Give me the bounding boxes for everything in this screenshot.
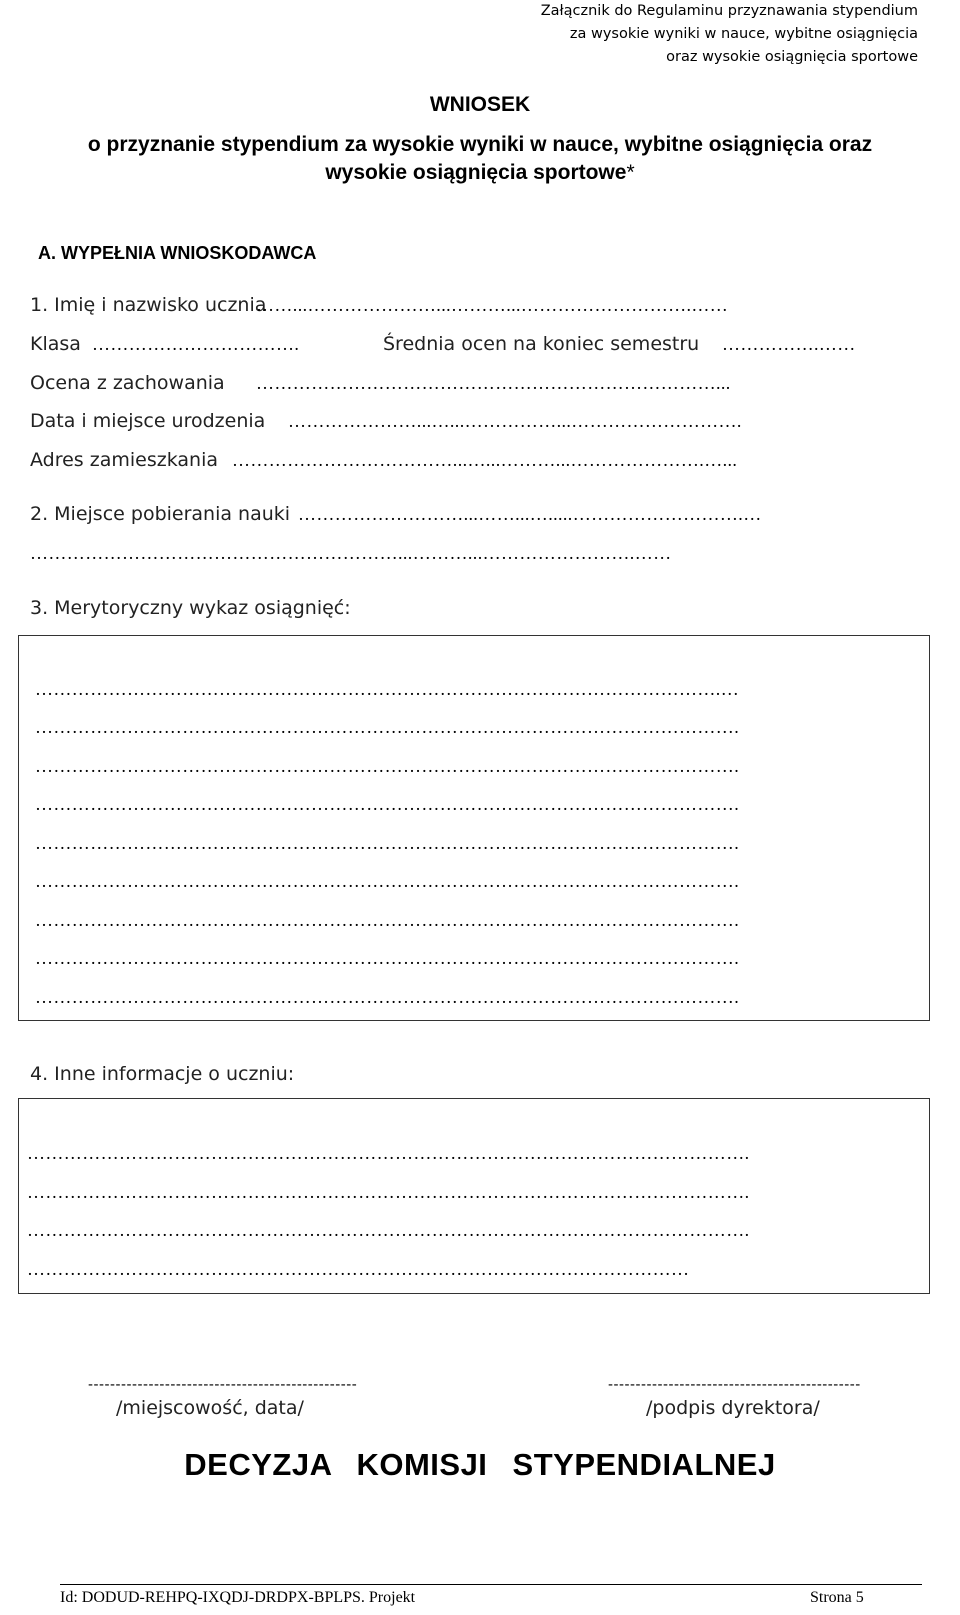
- class-blank[interactable]: …………………………….: [92, 334, 300, 354]
- achievements-label: 3. Merytoryczny wykaz osiągnięć:: [30, 597, 351, 619]
- other-info-line[interactable]: ……………………………………………………………………………………………………….: [27, 1182, 750, 1202]
- achievements-box[interactable]: [18, 635, 930, 1021]
- achievements-line[interactable]: …………………………………………………………………………………………………….: [35, 910, 740, 930]
- footer-divider: [60, 1584, 922, 1585]
- average-blank[interactable]: …………….……: [722, 334, 856, 354]
- attachment-note-line: za wysokie wyniki w nauce, wybitne osiągnięcia: [569, 26, 918, 42]
- other-info-line[interactable]: ………………………………………………………………………………………………: [27, 1259, 690, 1279]
- footnote-asterisk: *: [626, 161, 635, 184]
- document-subtitle-line2: [0, 161, 960, 185]
- achievements-line[interactable]: …………………………………………………………………………………………………….: [35, 871, 740, 891]
- achievements-line[interactable]: …………………………………………………………………………………………………….: [35, 987, 740, 1007]
- attachment-note: [541, 0, 918, 69]
- attachment-note-line: oraz wysokie osiągnięcia sportowe: [666, 49, 918, 65]
- attachment-note-line: Załącznik do Regulaminu przyznawania stypendium: [540, 3, 918, 19]
- director-signature-line[interactable]: ----------------------------------------------: [608, 1376, 861, 1393]
- school-blank-2[interactable]: ……………………………………………………...………...…………………….……: [30, 543, 672, 563]
- name-field: [30, 294, 266, 316]
- average-label: Średnia ocen na koniec semestru: [383, 333, 700, 355]
- behavior-blank[interactable]: …………………………………………………………………...: [256, 373, 731, 393]
- school-blank[interactable]: ………………………...……...….....……………………….…: [298, 504, 762, 524]
- address-blank[interactable]: ………………………………...…...………...………………….…...: [232, 450, 738, 470]
- document-subtitle-line1: o przyznanie stypendium za wysokie wyniki w nauce, wybitne osiągnięcia oraz: [87, 133, 873, 156]
- achievements-line[interactable]: …………………………………………………………………………………………………….: [35, 948, 740, 968]
- class-label: Klasa: [30, 333, 81, 355]
- address-label: Adres zamieszkania: [30, 449, 218, 471]
- achievements-line[interactable]: …………………………………………………………………………………………………….: [35, 833, 740, 853]
- achievements-line[interactable]: ………………………………………………………………………………………………….…: [35, 679, 740, 699]
- other-info-line[interactable]: ……………………………………………………………………………………………………….: [27, 1220, 750, 1240]
- place-date-line[interactable]: -------------------------------------------------: [88, 1376, 358, 1393]
- achievements-line[interactable]: …………………………………………………………………………………………………….: [35, 717, 740, 737]
- other-info-label: 4. Inne informacje o uczniu:: [30, 1063, 295, 1085]
- birth-label: Data i miejsce urodzenia: [30, 410, 266, 432]
- section-a-heading: A. WYPEŁNIA WNIOSKODAWCA: [38, 243, 317, 263]
- name-blank[interactable]: ……...…………………...………...……………………….……: [256, 295, 729, 315]
- place-date-caption: /miejscowość, data/: [116, 1397, 304, 1419]
- document-id: Id: DODUD-REHPQ-IXQDJ-DRDPX-BPLPS. Projekt: [60, 1589, 416, 1606]
- other-info-line[interactable]: ……………………………………………………………………………………………………….: [27, 1143, 750, 1163]
- behavior-label: Ocena z zachowania: [30, 372, 225, 394]
- subtitle-text: wysokie osiągnięcia sportowe: [325, 161, 627, 184]
- other-info-box[interactable]: [18, 1098, 930, 1294]
- director-signature-caption: /podpis dyrektora/: [646, 1397, 820, 1419]
- committee-decision-heading: DECYZJA KOMISJI STYPENDIALNEJ: [184, 1447, 776, 1482]
- document-title: WNIOSEK: [429, 93, 531, 116]
- achievements-line[interactable]: …………………………………………………………………………………………………….: [35, 756, 740, 776]
- name-label: 1. Imię i nazwisko ucznia: [30, 294, 267, 316]
- birth-blank[interactable]: …………………...…...……………...……………………….: [288, 411, 742, 431]
- achievements-line[interactable]: …………………………………………………………………………………………………….: [35, 794, 740, 814]
- school-label: 2. Miejsce pobierania nauki: [30, 503, 291, 525]
- page-number: Strona 5: [810, 1589, 864, 1606]
